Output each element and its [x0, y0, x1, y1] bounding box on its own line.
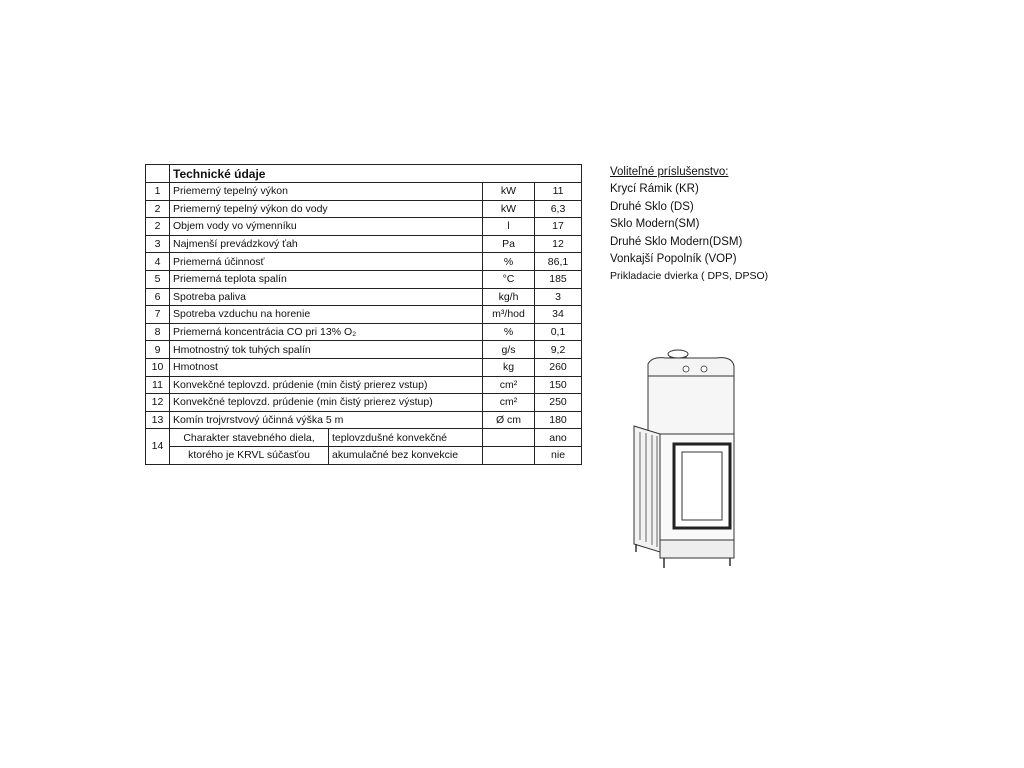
table-title-row [146, 165, 582, 183]
row-unit: Pa [483, 235, 535, 253]
row-number: 2 [146, 200, 170, 218]
row-unit: kg [483, 358, 535, 376]
row-unit: kW [483, 183, 535, 201]
row-unit: % [483, 253, 535, 271]
row-value: 11 [535, 183, 582, 201]
accessory-item: Prikladacie dvierka ( DPS, DPSO) [610, 270, 769, 283]
row-unit: Ø cm [483, 411, 535, 429]
row14-label-line1: Charakter stavebného diela, [170, 429, 329, 447]
row-value: 34 [535, 306, 582, 324]
table-row [146, 341, 582, 359]
row-value: 0,1 [535, 323, 582, 341]
accessory-item: Druhé Sklo (DS) [610, 200, 694, 213]
row-number: 11 [146, 376, 170, 394]
table-row [146, 394, 582, 412]
row-description: Objem vody vo výmenníku [170, 218, 483, 236]
row-unit: l [483, 218, 535, 236]
row-number: 5 [146, 270, 170, 288]
row-description: Hmotnost [170, 358, 483, 376]
row14-option1-value: ano [535, 429, 582, 447]
row-number: 3 [146, 235, 170, 253]
row-description: Priemerný tepelný výkon do vody [170, 200, 483, 218]
row-value: 250 [535, 394, 582, 412]
row-unit: g/s [483, 341, 535, 359]
row-description: Konvekčné teplovzd. prúdenie (min čistý prierez výstup) [170, 394, 483, 412]
row-description: Konvekčné teplovzd. prúdenie (min čistý prierez vstup) [170, 376, 483, 394]
row-unit: m³/hod [483, 306, 535, 324]
accessories-list [610, 164, 768, 286]
technical-data-table [145, 164, 582, 465]
table-row-14b [146, 446, 582, 464]
row-number: 9 [146, 341, 170, 359]
row-value: 180 [535, 411, 582, 429]
row14-option2-unit [483, 446, 535, 464]
row-number: 8 [146, 323, 170, 341]
row-description: Spotreba paliva [170, 288, 483, 306]
row-description: Komín trojvrstvový účinná výška 5 m [170, 411, 483, 429]
row-number: 10 [146, 358, 170, 376]
row-number: 1 [146, 183, 170, 201]
table-row [146, 218, 582, 236]
table-row-14a [146, 429, 582, 447]
accessory-item: Krycí Rámik (KR) [610, 183, 699, 196]
table-row [146, 306, 582, 324]
table-row [146, 358, 582, 376]
table-row [146, 323, 582, 341]
row-number: 4 [146, 253, 170, 271]
row-number: 6 [146, 288, 170, 306]
row-number: 13 [146, 411, 170, 429]
row14-option1-unit [483, 429, 535, 447]
title-num-cell [146, 165, 170, 183]
row-value: 86,1 [535, 253, 582, 271]
row-description: Priemerná teplota spalín [170, 270, 483, 288]
table-row [146, 183, 582, 201]
table-row [146, 253, 582, 271]
row-value: 185 [535, 270, 582, 288]
accessory-item: Sklo Modern(SM) [610, 218, 700, 231]
row14-option2: akumulačné bez konvekcie [329, 446, 483, 464]
row-number: 7 [146, 306, 170, 324]
row-value: 17 [535, 218, 582, 236]
row-description: Priemerná koncentrácia CO pri 13% O₂ [170, 323, 483, 341]
row-description: Hmotnostný tok tuhých spalín [170, 341, 483, 359]
row-description: Najmenší prevádzkový ťah [170, 235, 483, 253]
row-value: 9,2 [535, 341, 582, 359]
row14-option2-value: nie [535, 446, 582, 464]
table-row [146, 235, 582, 253]
row-unit: kW [483, 200, 535, 218]
row-value: 260 [535, 358, 582, 376]
row-value: 6,3 [535, 200, 582, 218]
accessories-title: Voliteľné príslušenstvo: [610, 166, 729, 178]
row14-option1: teplovzdušné konvekčné [329, 429, 483, 447]
row-description: Spotreba vzduchu na horenie [170, 306, 483, 324]
table-row [146, 376, 582, 394]
accessory-item: Vonkajší Popolník (VOP) [610, 253, 737, 266]
row-description: Priemerný tepelný výkon [170, 183, 483, 201]
table-row [146, 200, 582, 218]
row-number: 2 [146, 218, 170, 236]
table-title: Technické údaje [170, 165, 582, 183]
row-value: 150 [535, 376, 582, 394]
row-unit: °C [483, 270, 535, 288]
row-unit: cm² [483, 376, 535, 394]
fireplace-insert-illustration [620, 340, 755, 570]
table-row [146, 411, 582, 429]
accessory-item: Druhé Sklo Modern(DSM) [610, 235, 743, 248]
table-row [146, 288, 582, 306]
row-description: Priemerná účinnosť [170, 253, 483, 271]
row-number: 14 [146, 429, 170, 464]
row-unit: cm² [483, 394, 535, 412]
row-value: 3 [535, 288, 582, 306]
table-row [146, 270, 582, 288]
row-unit: % [483, 323, 535, 341]
row14-label-line2: ktorého je KRVL súčasťou [170, 446, 329, 464]
row-unit: kg/h [483, 288, 535, 306]
row-number: 12 [146, 394, 170, 412]
row-value: 12 [535, 235, 582, 253]
